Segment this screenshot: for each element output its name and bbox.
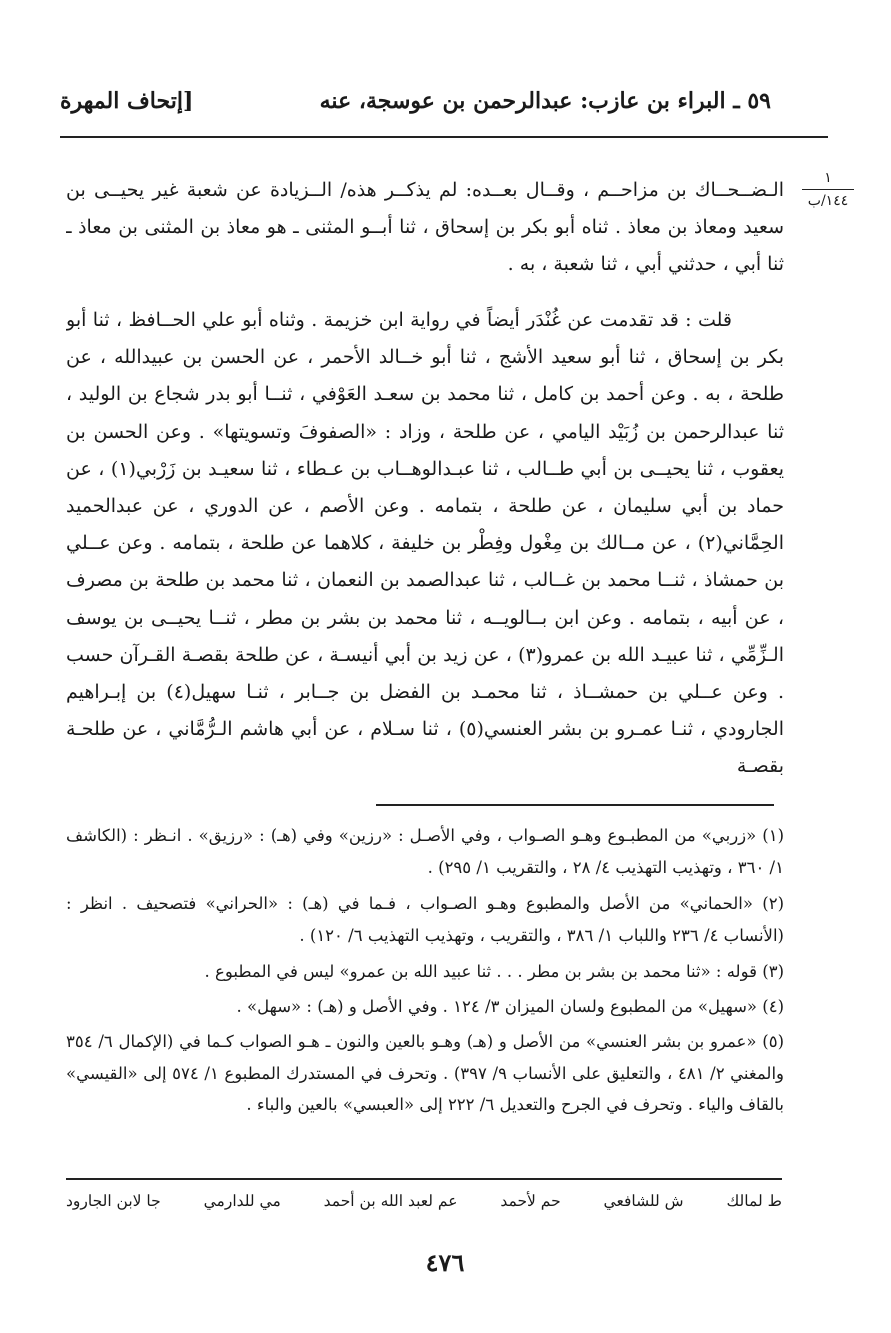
abbreviations-legend bbox=[66, 1192, 782, 1210]
footnote-3: (٣) قوله : «ثنا محمد بن بشر بن مطر . . . ثنا عبيد الله بن عمرو» ليس في المطبوع . bbox=[204, 962, 784, 981]
header-divider bbox=[60, 136, 828, 138]
paragraph-1: الـضــحــاك بن مزاحــم ، وقــال بعــده: لم يذكــر هذه/ الــزيادة عن شعبة غير يحيــى بن سعيد ومعاذ بن معاذ . ثناه أبو بكر بن إسحاق ، ثنا أبــو المثنى ـ هو معاذ بن المثنى بن معاذ ـ ثنا أبي ، حدثني أبي ، ثنا شعبة ، به . bbox=[66, 179, 784, 276]
running-header-book: [إتحاف المهرة bbox=[60, 88, 194, 114]
footnote-1: (١) «زربي» من المطبـوع وهـو الصـواب ، وفي الأصـل : «رزين» وفي (هـ) : «رزيق» . انـظر : (الكاشف ١/ ٣٦٠ ، وتهذيب التهذيب ٤/ ٢٨ ، والتقريب ١/ ٢٩٥) . bbox=[66, 826, 784, 877]
abbreviation-item: ش للشافعي bbox=[603, 1192, 684, 1210]
margin-note-number: ١ bbox=[824, 170, 832, 186]
footnote-divider bbox=[376, 804, 774, 806]
footnotes bbox=[66, 820, 784, 1158]
footnote-5: (٥) «عمرو بن بشر العنسي» من الأصل و (هـ) وهـو بالعين والنون ـ هـو الصواب كـما في (الإكمال ٦/ ٣٥٤ والمغني ٢/ ٤٨١ ، والتعليق على الأنساب ٩/ ٣٩٧) . وتحرف في المستدرك المطبوع ١/ ٥٧٤ إلى «القيسي» بالقاف والياء . وتحرف في الجرح والتعديل ٦/ ٢٢٢ إلى «العبسي» بالعين والباء . bbox=[66, 1032, 784, 1115]
abbreviation-item: جا لابن الجارود bbox=[66, 1192, 161, 1210]
abbreviations-divider bbox=[66, 1178, 782, 1180]
margin-folio-note bbox=[798, 170, 858, 209]
abbreviation-item: عم لعبد الله بن أحمد bbox=[323, 1192, 458, 1210]
abbreviation-item: حم لأحمد bbox=[500, 1192, 561, 1210]
main-text bbox=[66, 172, 784, 784]
abbreviation-item: ط لمالك bbox=[726, 1192, 782, 1210]
footnote-4: (٤) «سهيل» من المطبوع ولسان الميزان ٣/ ١٢٤ . وفي الأصل و (هـ) : «سهل» . bbox=[236, 997, 784, 1016]
paragraph-2: قلت : قد تقدمت عن غُنْدَر أيضاً في رواية ابن خزيمة . وثناه أبو علي الحــافظ ، ثنا أبو بكر بن إسحاق ، ثنا أبو سعيد الأشج ، ثنا أبو خــالد الأحمر ، عن الحسن بن عبيدالله ، عن طلحة ، به . وعن أحمد بن كامل ، ثنا محمد بن سعـد العَوْفي ، ثنــا أبو بدر شجاع بن الوليد ، ثنا عبدالرحمن بن زُبَيْد اليامي ، عن طلحة ، وزاد : «الصفوفَ وتسويتها» . وعن الحسن بن يعقوب ، ثنا يحيــى بن أبي طــالب ، ثنا عبـدالوهــاب بن عـطاء ، ثنا سعيـد بن زَرْبي(١) ، عن حماد بن أبي سليمان ، عن طلحة ، بتمامه . وعن الأصم ، عن الدوري ، عن عبدالحميد الحِمَّاني(٢) ، عن مــالك بن مِغْول وفِطْر بن خليفة ، كلاهما عن طلحة ، بتمامه . وعن عــلي بن حمشاذ ، ثنــا محمد بن غــالب ، ثنا عبدالصمد بن النعمان ، ثنا محمد بن طلحة بن مصرف ، عن أبيه ، بتمامه . وعن ابن بــالويــه ، ثنا محمد بن بشر بن مطر ، ثنــا يحيــى بن يوسف الـزِّمِّي ، ثنا عبيـد الله بن عمرو(٣) ، عن زيد بن أبي أنيسـة ، عن طلحة بقصـة القـرآن حسب . وعن عــلي بن حمشــاذ ، ثنا محمـد بن الفضل بن جــابر ، ثنـا سهيل(٤) بن إبـراهيم الجارودي ، ثنـا عمـرو بن بشر العنسي(٥) ، ثنا سـلام ، عن أبي هاشم الـرُّمَّاني ، عن طلحـة بقصـة bbox=[66, 309, 784, 778]
footnote-2: (٢) «الحماني» من الأصل والمطبوع وهـو الصـواب ، فـما في (هـ) : «الحراني» فتصحيف . انظر : (الأنساب ٤/ ٢٣٦ واللباب ١/ ٣٨٦ ، والتقريب ، وتهذيب التهذيب ٦/ ١٢٠) . bbox=[66, 894, 784, 945]
running-header-title: ٥٩ ـ البراء بن عازب: عبدالرحمن بن عوسجة، عنه bbox=[319, 88, 771, 114]
abbreviation-item: مي للدارمي bbox=[203, 1192, 281, 1210]
margin-note-line bbox=[802, 189, 854, 190]
margin-note-folio: ١٤٤/ب bbox=[807, 193, 849, 209]
page-number: ٤٧٦ bbox=[425, 1248, 465, 1277]
